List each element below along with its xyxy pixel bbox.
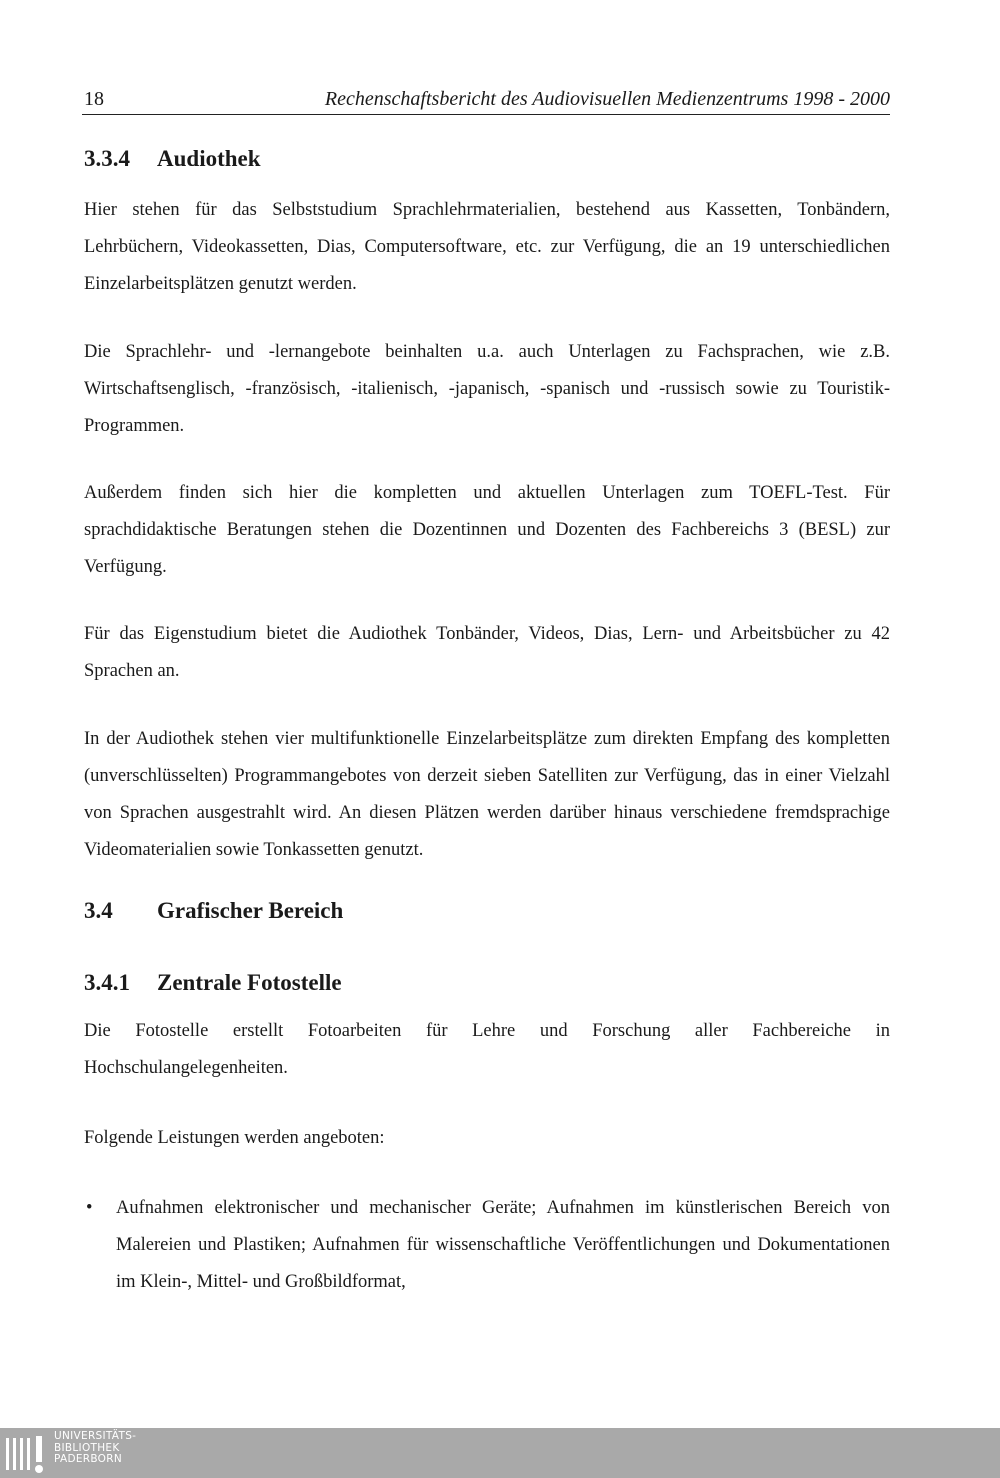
- library-logo-line: PADERBORN: [54, 1453, 122, 1465]
- paragraph: Hier stehen für das Selbststudium Sprachlehrmaterialien, bestehend aus Kassetten, Tonbändern, Lehrbüchern, Videokassetten, Dias, Computersoftware, etc. zur Verfügung, die an 19 unterschiedlichen Einzelarbeitsplätzen genutzt werden.: [84, 200, 890, 294]
- library-logo-line: UNIVERSITÄTS-: [54, 1430, 137, 1442]
- page-header: [82, 84, 890, 115]
- section-number: 3.4.1: [84, 970, 130, 995]
- paragraph: Folgende Leistungen werden angeboten:: [84, 1128, 385, 1148]
- library-logo-text: [54, 1431, 136, 1466]
- section-heading-3-3-4: [84, 146, 261, 172]
- section-number: 3.4: [84, 898, 113, 923]
- running-title: Rechenschaftsbericht des Audiovisuellen Medienzentrums 1998 - 2000: [324, 88, 890, 110]
- list-item-text: Aufnahmen elektronischer und mechanischer Geräte; Aufnahmen im künstlerischen Bereich von Malereien und Plastiken; Aufnahmen für wissenschaftliche Veröffentlichungen und Dokumentationen im Klein-, Mittel- und Großbildformat,: [116, 1198, 890, 1292]
- paragraph: Außerdem finden sich hier die kompletten und aktuellen Unterlagen zum TOEFL-Test. Für sprachdidaktische Beratungen stehen die Dozentinnen und Dozenten des Fachbereichs 3 (BESL) zur Verfügung.: [84, 483, 890, 577]
- section-number: 3.3.4: [84, 146, 130, 171]
- section-title: Zentrale Fotostelle: [157, 970, 342, 995]
- library-logo-icon: [6, 1432, 50, 1474]
- section-title: Grafischer Bereich: [157, 898, 344, 923]
- library-footer-bar: [0, 1428, 1000, 1478]
- paragraph: Für das Eigenstudium bietet die Audiothek Tonbänder, Videos, Dias, Lern- und Arbeitsbücher zu 42 Sprachen an.: [84, 624, 890, 681]
- paragraph: In der Audiothek stehen vier multifunktionelle Einzelarbeitsplätze zum direkten Empfang des kompletten (unverschlüsselten) Programmangebotes von derzeit sieben Satelliten zur Verfügung, das in einer Vielzahl von Sprachen ausgestrahlt wird. An diesen Plätzen werden darüber hinaus verschiedene fremdsprachige Videomaterialien sowie Tonkassetten genutzt.: [84, 729, 890, 860]
- section-heading-3-4-1: [84, 970, 342, 996]
- section-heading-3-4: [84, 898, 343, 924]
- page-number: 18: [84, 88, 104, 110]
- paragraph: Die Sprachlehr- und -lernangebote beinhalten u.a. auch Unterlagen zu Fachsprachen, wie z.B. Wirtschaftsenglisch, -französisch, -italienisch, -japanisch, -spanisch und -russisch sowie zu Touristik-Programmen.: [84, 342, 890, 436]
- paragraph: Die Fotostelle erstellt Fotoarbeiten für Lehre und Forschung aller Fachbereiche in Hochschulangelegenheiten.: [84, 1021, 890, 1078]
- library-logo-line: BIBLIOTHEK: [54, 1441, 120, 1454]
- bullet-icon: •: [86, 1198, 93, 1218]
- section-title: Audiothek: [157, 146, 261, 171]
